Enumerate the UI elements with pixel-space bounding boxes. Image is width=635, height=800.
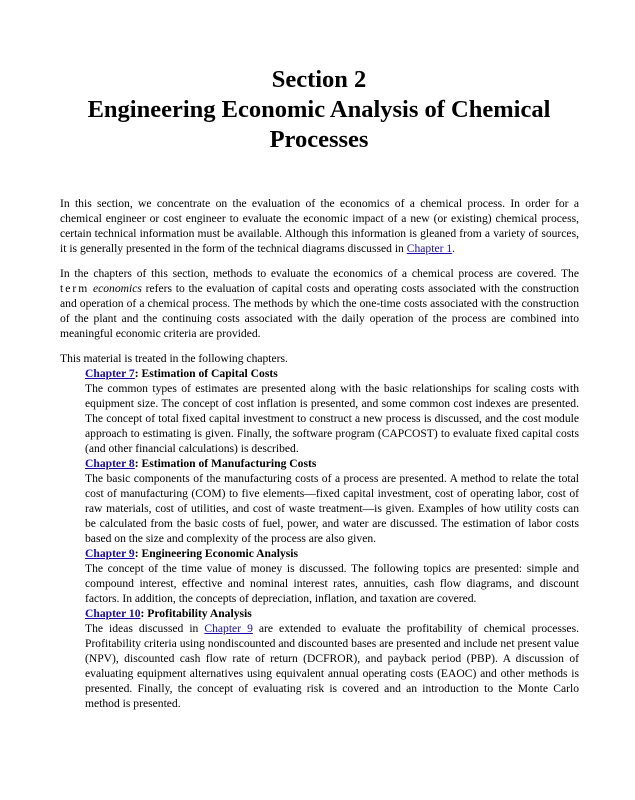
chapter-7-link[interactable]: Chapter 7 — [85, 367, 135, 380]
chapter-9-inline-link[interactable]: Chapter 9 — [204, 622, 253, 635]
chapter-heading: Chapter 7: Estimation of Capital Costs — [85, 367, 278, 380]
chapter-item-9 — [85, 546, 579, 606]
section-title-line-2: Processes — [269, 126, 369, 153]
chapter-item-8 — [85, 456, 579, 546]
chapter-description: The basic components of the manufacturing costs of a process are presented. A method to relate the total cost of manufacturing (COM) to five elements—fixed capital investment, cost of operating labor, cost of raw materials, cost of utilities, and cost of waste treatment—is given. Examples of how utility costs can be calculated from the basic costs of fuel, power, and water are discussed. The estimation of labor costs based on the size and complexity of the process are also given. — [85, 472, 579, 545]
intro-paragraph: In this section, we concentrate on the evaluation of the economics of a chemical process. In order for a chemical engineer or cost engineer to evaluate the economic impact of a new (or existing) chemical process, certain technical information must be available. Although this information is gleaned from a variety of sources, it is generally presented in the form of the technical diagrams discussed in Chapter 1. — [60, 197, 579, 255]
overview-paragraph: In the chapters of this section, methods to evaluate the economics of a chemical process are covered. The term economics refers to the evaluation of capital costs and operating costs associated with the construction and operation of a chemical process. The methods by which the one-time costs associated with the construction of the plant and the continuing costs associated with the daily operation of the process are combined into meaningful economic criteria are provided. — [60, 267, 579, 340]
chapter-1-link[interactable]: Chapter 1 — [406, 242, 453, 255]
chapter-item-7 — [85, 366, 579, 456]
chapter-description: The ideas discussed in Chapter 9 are extended to evaluate the profitability of chemical processes. Profitability criteria using nondiscounted and discounted bases are presented and include net present value (NPV), discounted cash flow rate of return (DCFROR), and payback period (PBP). A discussion of evaluating equipment alternatives using equivalent annual operating costs (EAOC) and other methods is presented. Finally, the concept of evaluating risk is covered and an introduction to the Monte Carlo method is presented. — [85, 622, 579, 710]
chapter-item-10 — [85, 606, 579, 711]
chapter-description: The common types of estimates are presented along with the basic relationships for scaling costs with equipment size. The concept of cost inflation is presented, and some common cost indexes are presented. The concept of total fixed capital investment to construct a new process is discussed, and the cost module approach to estimating is given. Finally, the software program (CAPCOST) to evaluate fixed capital costs (and other financial calculations) is described. — [85, 382, 579, 455]
chapter-list — [60, 366, 579, 711]
chapter-heading: Chapter 10: Profitability Analysis — [85, 607, 252, 620]
section-title-line-1: Engineering Economic Analysis of Chemical — [87, 96, 551, 123]
chapter-description: The concept of the time value of money is discussed. The following topics are presented: simple and compound interest, effective and nominal interest rates, annuities, cash flow diagrams, and discount factors. In addition, the concepts of depreciation, inflation, and taxation are covered. — [85, 562, 579, 605]
section-heading — [60, 65, 578, 155]
chapter-9-link[interactable]: Chapter 9 — [85, 547, 135, 560]
list-intro: This material is treated in the following chapters. — [60, 352, 288, 365]
chapter-8-link[interactable]: Chapter 8 — [85, 457, 135, 470]
section-number: Section 2 — [271, 66, 367, 93]
chapter-10-link[interactable]: Chapter 10 — [85, 607, 141, 620]
chapter-heading: Chapter 9: Engineering Economic Analysis — [85, 547, 299, 560]
section-body — [60, 196, 579, 711]
chapter-heading: Chapter 8: Estimation of Manufacturing Costs — [85, 457, 317, 470]
